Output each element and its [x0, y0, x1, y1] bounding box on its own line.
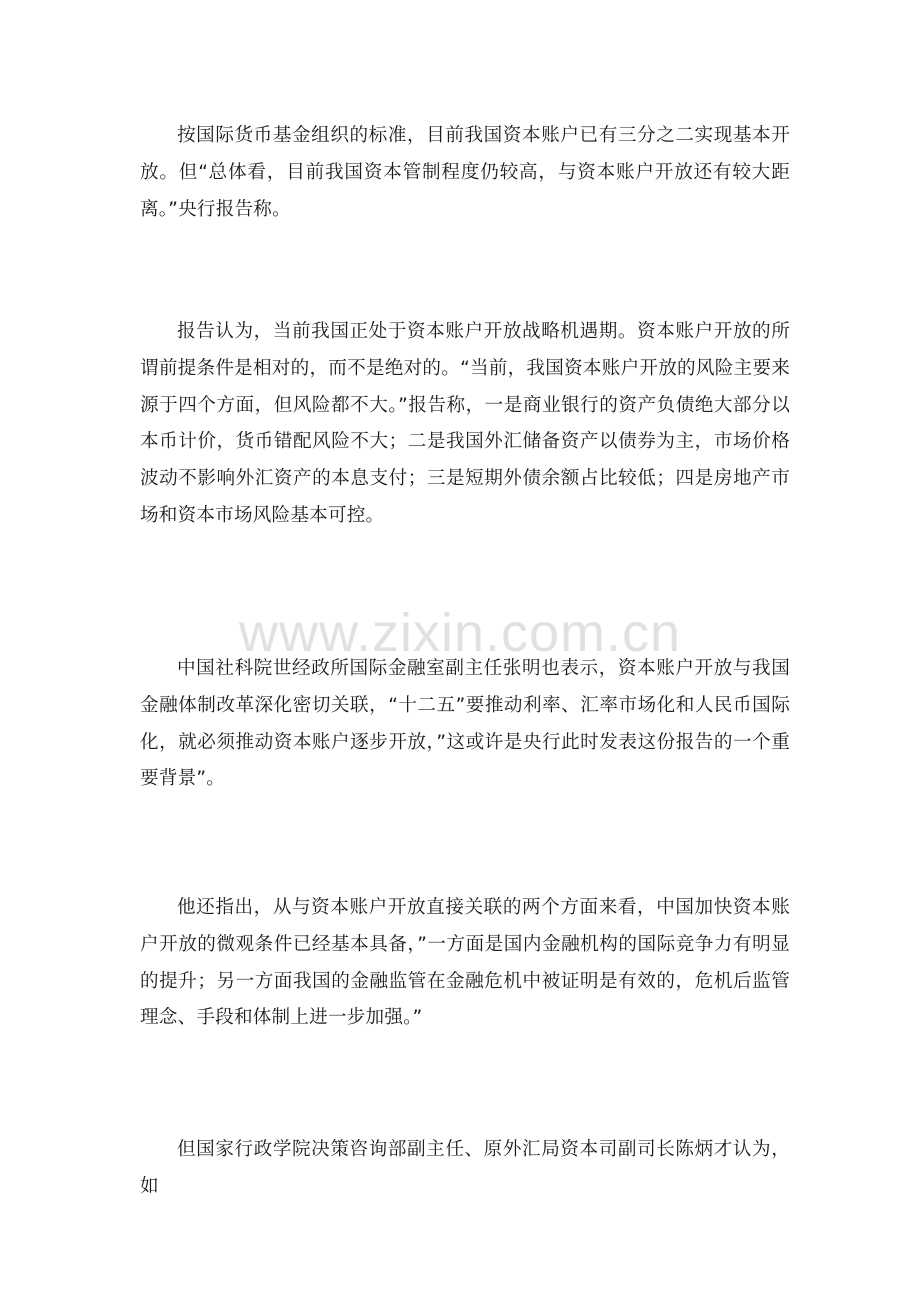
paragraph-1: 按国际货币基金组织的标准，目前我国资本账户已有三分之二实现基本开放。但“总体看，目前我国资本管制程度仍较高，与资本账户开放还有较大距离。”央行报告称。 — [140, 125, 790, 220]
paragraph-5: 但国家行政学院决策咨询部副主任、原外汇局资本司副司长陈炳才认为，如 — [140, 1139, 790, 1197]
paragraph-4: 他还指出，从与资本账户开放直接关联的两个方面来看，中国加快资本账户开放的微观条件已经基本具备，”一方面是国内金融机构的国际竞争力有明显的提升；另一方面我国的金融监管在金融危机中被证明是有效的，危机后监管理念、手段和体制上进一步加强。” — [140, 897, 790, 1029]
paragraph-2: 报告认为，当前我国正处于资本账户开放战略机遇期。资本账户开放的所谓前提条件是相对的，而不是绝对的。“当前，我国资本账户开放的风险主要来源于四个方面，但风险都不大。”报告称，一是商业银行的资产负债绝大部分以本币计价，货币错配风险不大；二是我国外汇储备资产以债券为主，市场价格波动不影响外汇资产的本息支付；三是短期外债余额占比较低；四是房地产市场和资本市场风险基本可控。 — [140, 321, 790, 526]
paragraph-3: 中国社科院世经政所国际金融室副主任张明也表示，资本账户开放与我国金融体制改革深化密切关联，“十二五”要推动利率、汇率市场化和人民币国际化，就必须推动资本账户逐步开放，”这或许是央行此时发表这份报告的一个重要背景”。 — [140, 658, 790, 790]
watermark: www.zixin.com.cn — [238, 603, 682, 663]
